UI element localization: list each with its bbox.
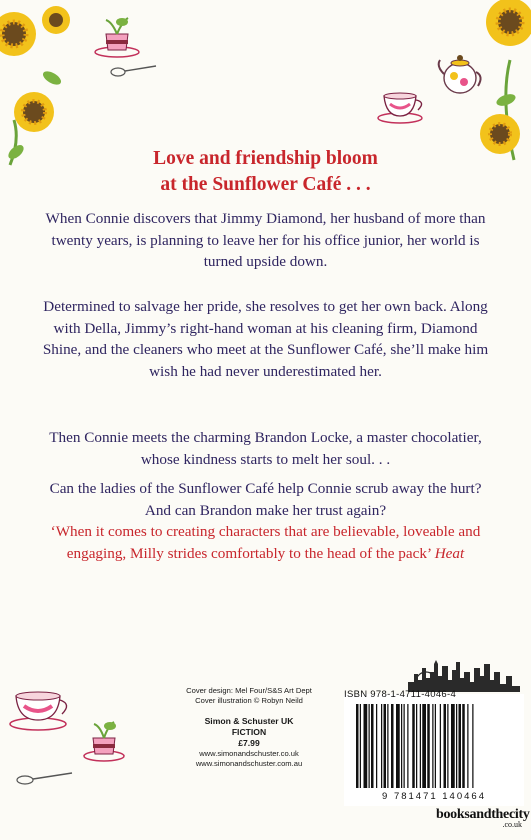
website-au-link[interactable]: www.simonandschuster.com.au xyxy=(195,759,303,768)
teacup-right-icon xyxy=(376,88,430,124)
blurb-paragraph-3: Then Connie meets the charming Brandon Locke, a master chocolatier, whose kindness starts to melt her soul. . . xyxy=(49,429,482,468)
teaspoon-icon xyxy=(110,62,158,78)
barcode-icon xyxy=(356,704,516,790)
logo-name: booksandthecity xyxy=(436,807,530,822)
cover-illustration-credit: Cover illustration © Robyn Neild xyxy=(195,696,303,705)
sunflower-cluster-top-right-icon xyxy=(470,0,531,170)
headline-line-1: Love and friendship bloom xyxy=(153,148,378,169)
cake-slice-icon xyxy=(92,12,142,60)
category-label: FICTION xyxy=(231,727,267,737)
logo-domain: .co.uk xyxy=(502,820,522,829)
isbn-label: ISBN 978-1-4711-4046-4 xyxy=(344,689,457,700)
cover-design-credit: Cover design: Mel Four/S&S Art Dept xyxy=(186,686,312,695)
sunflower-cluster-top-left-icon xyxy=(0,0,80,170)
blurb-paragraph-1: When Connie discovers that Jimmy Diamond, her husband of more than twenty years, is planning to leave her for his office junior, her world is turned upside down. xyxy=(45,210,486,270)
barcode-digits: 9 781471 140464 xyxy=(382,791,486,802)
publisher-name: Simon & Schuster UK xyxy=(204,716,294,726)
cake-slice-bottom-icon xyxy=(80,718,128,764)
city-skyline-icon xyxy=(408,658,520,692)
blurb-paragraph-4: Can the ladies of the Sunflower Café help Connie scrub away the hurt? And can Brandon make her trust again? xyxy=(49,480,482,519)
teaspoon-bottom-icon xyxy=(16,770,74,786)
publisher-credits xyxy=(174,686,324,769)
headline xyxy=(0,146,531,198)
headline-line-2: at the Sunflower Café . . . xyxy=(160,174,371,195)
review-quote-text: ‘When it comes to creating characters that are believable, loveable and engaging, Milly strides comfortably to the head of the pack’ xyxy=(50,523,481,562)
teacup-bottom-left-icon xyxy=(6,686,78,732)
blurb-paragraph-2: Determined to salvage her pride, she resolves to get her own back. Along with Della, Jimmy’s right-hand woman at his cleaning firm, Diamond Shine, and the cleaners who meet at the Sunflower Café, she’ll make him wish he had never underestimated her. xyxy=(42,298,489,380)
price-label: £7.99 xyxy=(238,738,260,748)
website-uk-link[interactable]: www.simonandschuster.co.uk xyxy=(199,749,299,758)
booksandthecity-logo xyxy=(436,805,530,829)
review-quote xyxy=(40,521,491,564)
review-quote-source: Heat xyxy=(434,544,465,562)
